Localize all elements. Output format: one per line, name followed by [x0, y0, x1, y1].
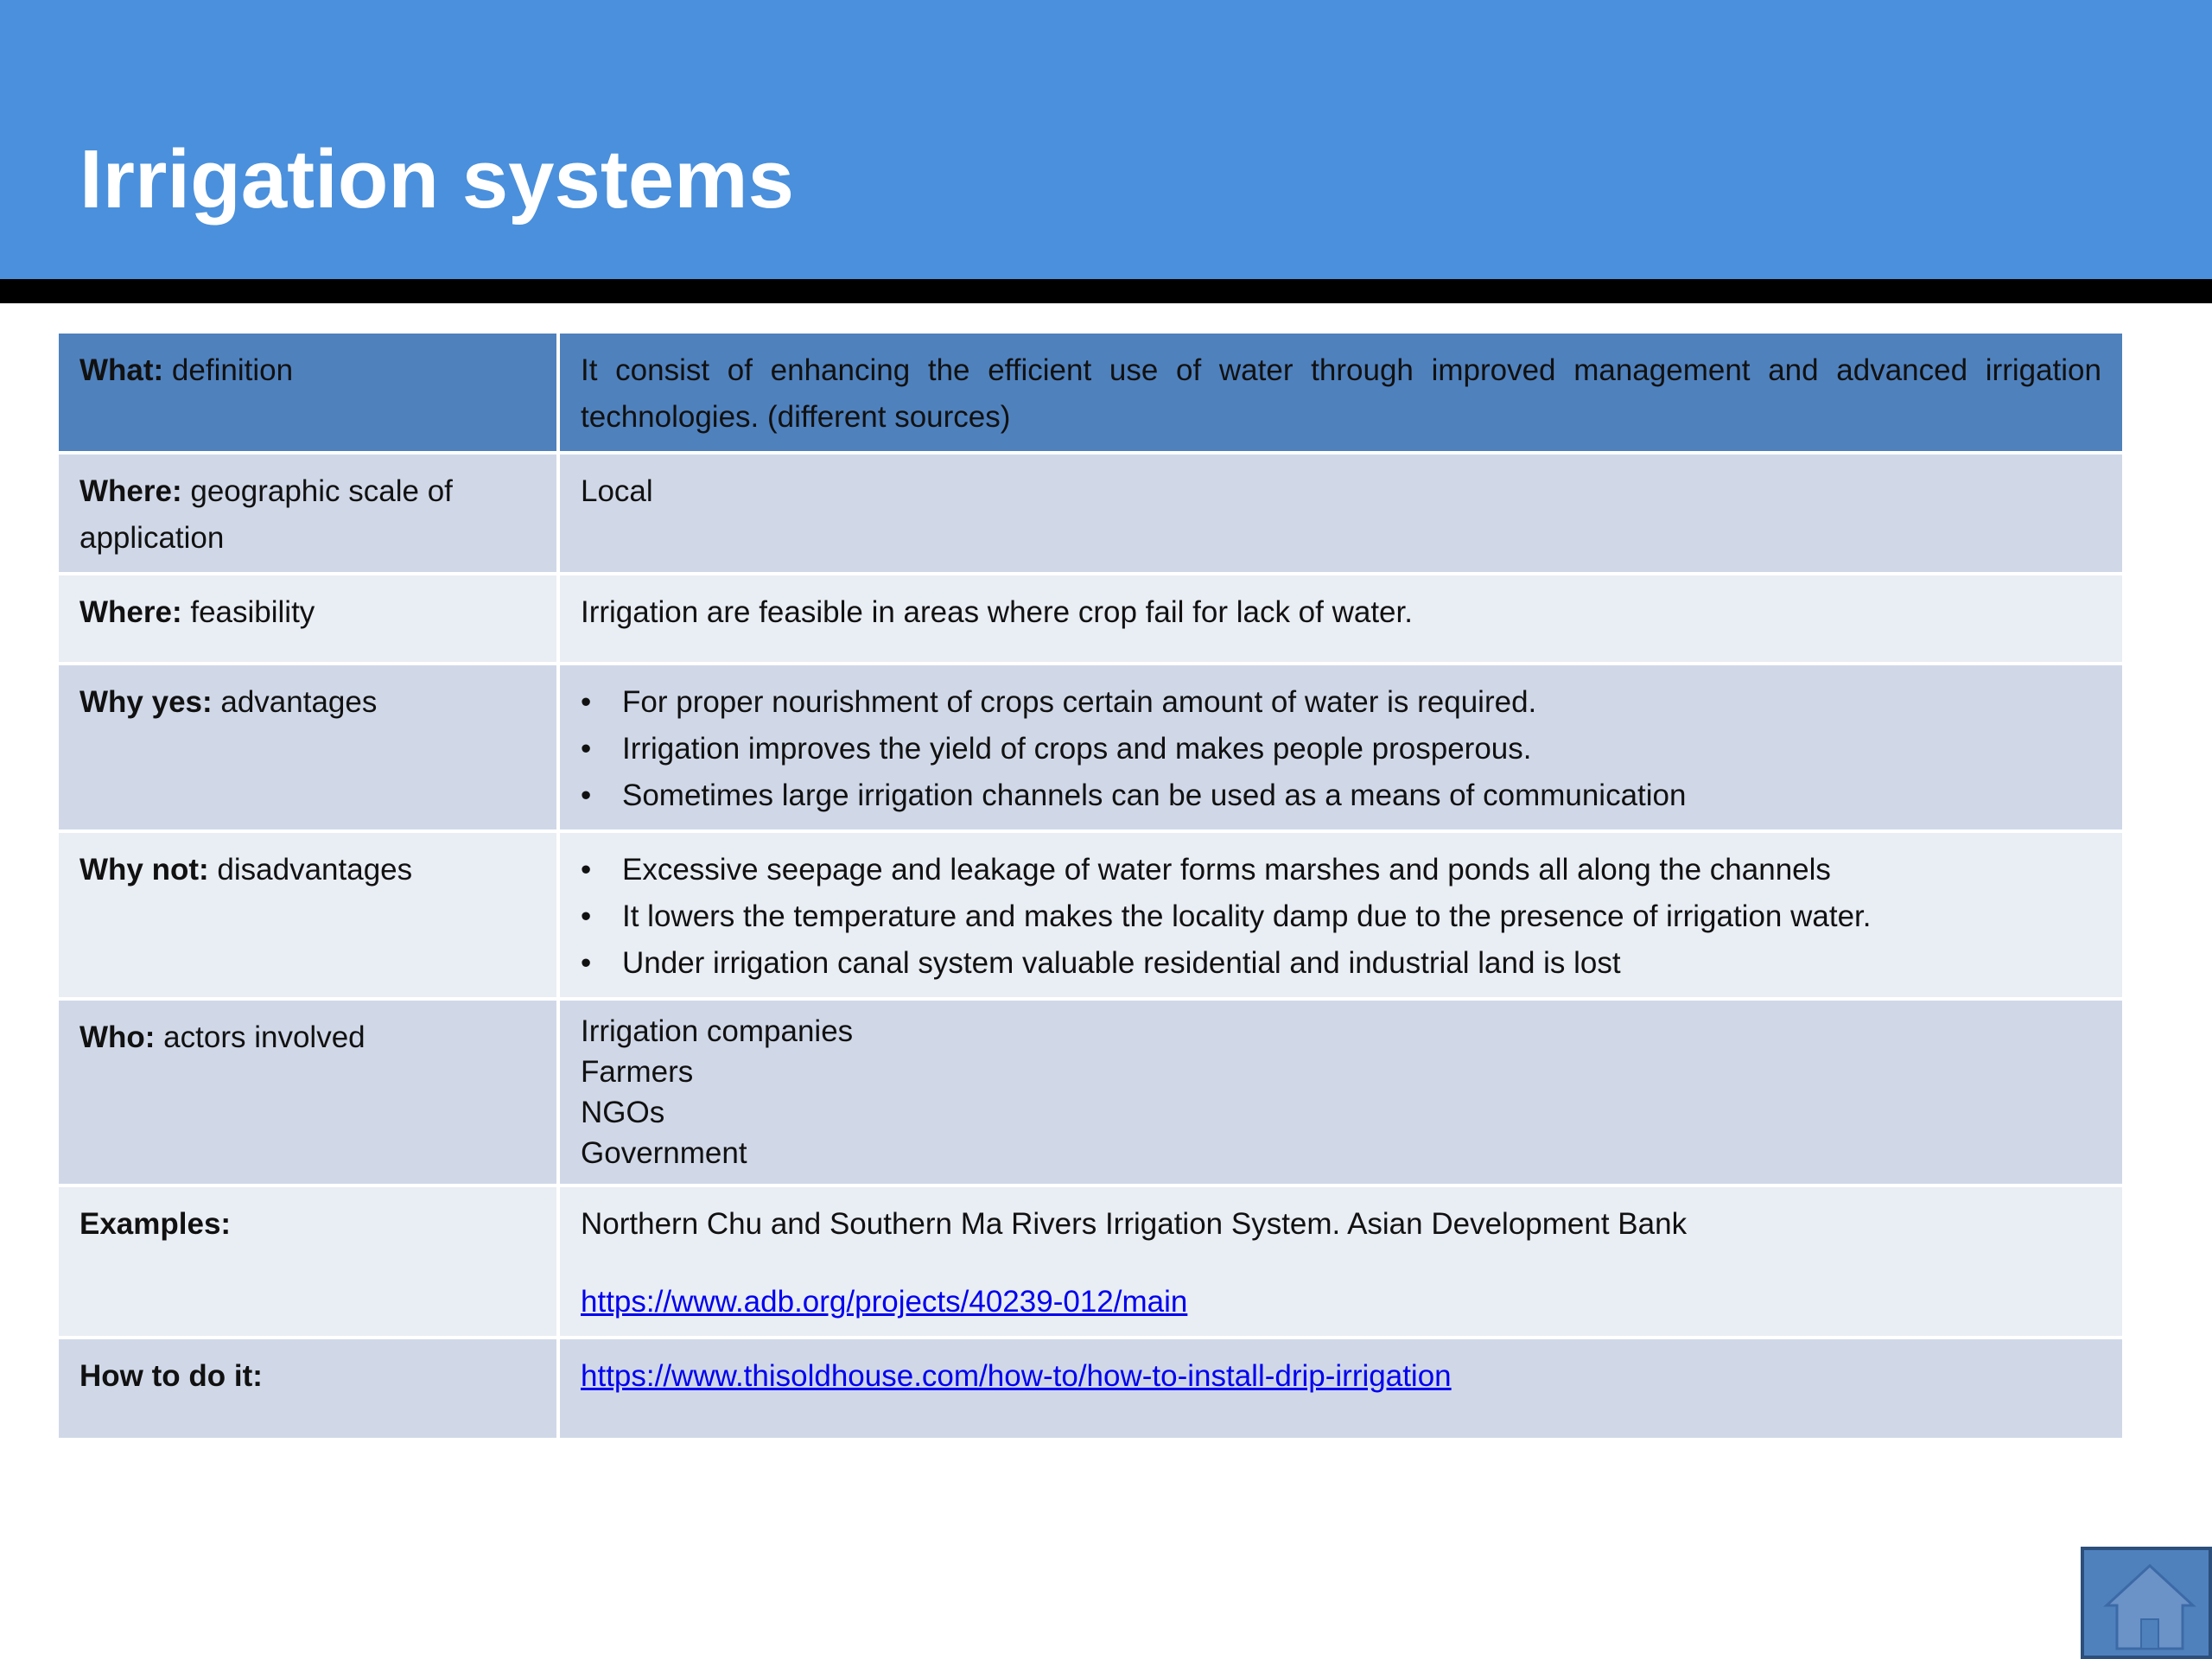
slide-title: Irrigation systems [79, 133, 794, 226]
row-label [57, 332, 558, 453]
list-item-text: For proper nourishment of crops certain amount of water is required. [622, 685, 1537, 719]
row-content: Local [558, 453, 2124, 574]
list-item-text: Sometimes large irrigation channels can be used as a means of communication [622, 779, 1687, 812]
bullet-icon: • [581, 853, 592, 887]
actor-item: NGOs [581, 1096, 665, 1129]
table-row [57, 332, 2124, 453]
label-text: advantages [212, 685, 378, 719]
list-item [581, 772, 2101, 819]
bullet-icon: • [581, 732, 592, 766]
bullet-icon: • [581, 685, 592, 719]
title-divider [0, 279, 2212, 303]
row-content [558, 831, 2124, 999]
row-label [57, 574, 558, 664]
info-table [55, 330, 2126, 1441]
actor-item: Irrigation companies [581, 1014, 854, 1048]
list-item [581, 940, 2101, 987]
advantages-list [581, 679, 2101, 819]
list-item [581, 679, 2101, 726]
home-button[interactable] [2081, 1547, 2212, 1659]
actor-item: Government [581, 1136, 747, 1170]
bullet-icon: • [581, 779, 592, 812]
actor-item: Farmers [581, 1055, 694, 1089]
example-link[interactable]: https://www.adb.org/projects/40239-012/main [581, 1285, 1188, 1319]
how-to-link[interactable]: https://www.thisoldhouse.com/how-to/how-to-install-drip-irrigation [581, 1359, 1452, 1393]
table-row [57, 831, 2124, 999]
table-row [57, 1185, 2124, 1338]
disadvantages-list [581, 847, 2101, 987]
table-row [57, 1338, 2124, 1440]
label-text: actors involved [155, 1020, 365, 1054]
row-label [57, 1338, 558, 1440]
table-row [57, 999, 2124, 1185]
row-label [57, 999, 558, 1185]
label-text: definition [163, 353, 294, 387]
table-row [57, 664, 2124, 831]
label-key: Who: [79, 1020, 156, 1054]
title-bar [0, 0, 2212, 279]
label-key: How to do it: [79, 1359, 263, 1393]
row-content [558, 664, 2124, 831]
row-content [558, 1338, 2124, 1440]
table-row [57, 453, 2124, 574]
label-key: Examples: [79, 1207, 232, 1241]
label-text: disadvantages [208, 853, 413, 887]
list-item-text: It lowers the temperature and makes the locality damp due to the presence of irrigation water. [622, 899, 1872, 933]
label-text: feasibility [181, 595, 315, 629]
label-key: Where: [79, 595, 182, 629]
table-row [57, 574, 2124, 664]
list-item-text: Excessive seepage and leakage of water forms marshes and ponds all along the channels [622, 853, 1831, 887]
list-item-text: Under irrigation canal system valuable residential and industrial land is lost [622, 946, 1621, 980]
list-item [581, 726, 2101, 772]
home-icon [2101, 1562, 2198, 1652]
row-content: It consist of enhancing the efficient use of water through improved management and advanced irrigation technologies. (different sources) [558, 332, 2124, 453]
row-label [57, 664, 558, 831]
spacer [581, 1248, 2101, 1279]
label-key: Where: [79, 474, 182, 508]
row-content: Irrigation are feasible in areas where crop fail for lack of water. [558, 574, 2124, 664]
row-label [57, 453, 558, 574]
row-label [57, 831, 558, 999]
list-item-text: Irrigation improves the yield of crops and makes people prosperous. [622, 732, 1532, 766]
row-content [558, 1185, 2124, 1338]
bullet-icon: • [581, 946, 592, 980]
row-label [57, 1185, 558, 1338]
label-key: Why yes: [79, 685, 213, 719]
list-item [581, 847, 2101, 893]
label-key: Why not: [79, 853, 209, 887]
example-text: Northern Chu and Southern Ma Rivers Irrigation System. Asian Development Bank [581, 1207, 1688, 1241]
bullet-icon: • [581, 899, 592, 933]
list-item [581, 893, 2101, 940]
label-text: geographic scale of application [79, 474, 453, 555]
row-content [558, 999, 2124, 1185]
label-key: What: [79, 353, 164, 387]
